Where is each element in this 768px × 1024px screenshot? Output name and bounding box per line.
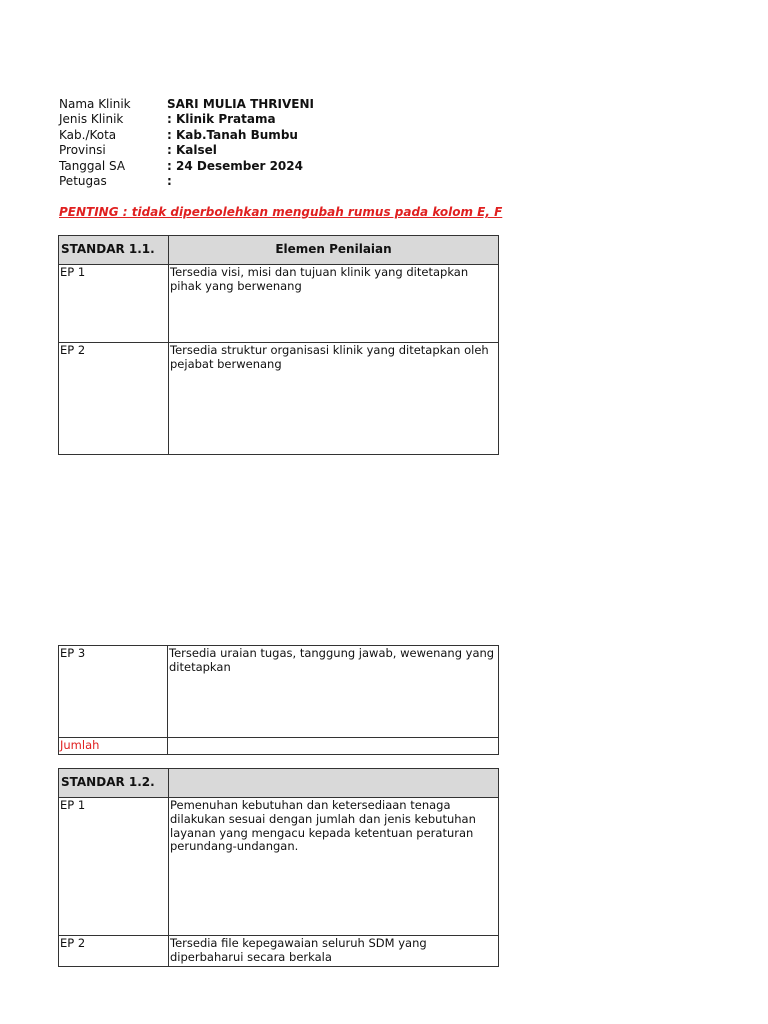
standar-title-cell[interactable]: STANDAR 1.1.	[59, 236, 169, 265]
info-value: : 24 Desember 2024	[167, 158, 303, 173]
ep-cell[interactable]: EP 1	[59, 265, 169, 343]
info-label: Nama Klinik	[59, 97, 131, 111]
table-row	[59, 798, 499, 936]
element-cell[interactable]: Pemenuhan kebutuhan dan ketersediaan tenaga dilakukan sesuai dengan jumlah dan jenis kebutuhan layanan yang mengacu kepada ketentuan peraturan perundang-undangan.	[169, 798, 499, 936]
standar-title-cell[interactable]: STANDAR 1.2.	[59, 769, 169, 798]
total-row	[59, 738, 499, 755]
info-row-jenis-klinik	[59, 112, 314, 127]
table-row	[59, 936, 499, 967]
jumlah-label-cell[interactable]: Jumlah	[59, 738, 168, 755]
info-value: :	[167, 174, 172, 189]
table-row	[59, 265, 499, 343]
info-value: : Klinik Pratama	[167, 112, 276, 127]
info-label: Kab./Kota	[59, 127, 117, 142]
standar-1-2-table	[58, 768, 499, 967]
info-value: : Kalsel	[167, 143, 217, 158]
ep-cell[interactable]: EP 1	[59, 798, 169, 936]
element-cell[interactable]: Tersedia visi, misi dan tujuan klinik yang ditetapkan pihak yang berwenang	[169, 265, 499, 343]
info-label: Provinsi	[59, 143, 106, 158]
table-row	[59, 343, 499, 455]
jumlah-value-cell[interactable]	[168, 738, 499, 755]
table-header-row	[59, 236, 499, 265]
element-cell[interactable]: Tersedia uraian tugas, tanggung jawab, wewenang yang ditetapkan	[168, 646, 499, 738]
table-row	[59, 646, 499, 738]
warning-note: PENTING : tidak diperbolehkan mengubah rumus pada kolom E, F	[59, 205, 503, 219]
ep-cell[interactable]: EP 2	[59, 936, 169, 967]
column-header-cell[interactable]	[169, 769, 499, 798]
info-value: : Kab.Tanah Bumbu	[167, 127, 298, 142]
ep-cell[interactable]: EP 3	[59, 646, 168, 738]
info-value: SARI MULIA THRIVENI	[167, 97, 314, 111]
ep-cell[interactable]: EP 2	[59, 343, 169, 455]
info-label: Jenis Klinik	[59, 112, 124, 127]
info-label: Petugas	[59, 174, 107, 189]
standar-1-1-continued-table	[58, 645, 499, 755]
info-row-petugas	[59, 174, 314, 189]
element-cell[interactable]: Tersedia struktur organisasi klinik yang ditetapkan oleh pejabat berwenang	[169, 343, 499, 455]
element-cell[interactable]: Tersedia file kepegawaian seluruh SDM yang diperbaharui secara berkala	[169, 936, 499, 967]
column-header-cell[interactable]: Elemen Penilaian	[169, 236, 499, 265]
clinic-info	[59, 97, 314, 189]
standar-1-1-table	[58, 235, 499, 455]
info-row-provinsi	[59, 143, 314, 158]
info-label: Tanggal SA	[59, 158, 126, 173]
info-row-tanggal-sa	[59, 159, 314, 174]
table-header-row	[59, 769, 499, 798]
info-row-kab-kota	[59, 128, 314, 143]
info-row-nama-klinik	[59, 97, 314, 112]
